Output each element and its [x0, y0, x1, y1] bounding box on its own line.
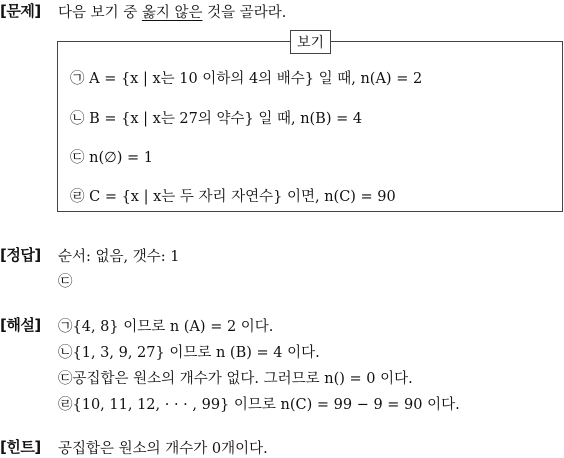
explanation-label: [해설]	[0, 316, 41, 334]
hint-text: 공집합은 원소의 개수가 0개이다.	[58, 441, 268, 457]
answer-label: [정답]	[0, 246, 41, 264]
hint-label: [힌트]	[0, 438, 41, 456]
answer-line-1: 순서: 없음, 갯수: 1	[58, 249, 180, 265]
answer-line-2: ㉢	[58, 274, 73, 290]
problem-text-after: 것을 골라라.	[202, 5, 287, 21]
example-item-3: ㉢ n(∅) = 1	[70, 150, 153, 166]
explanation-line-2: ㉡{1, 3, 9, 27} 이므로 n (B) = 4 이다.	[58, 345, 320, 361]
example-item-4: ㉣ C = {x | x는 두 자리 자연수} 이면, n(C) = 90	[70, 189, 396, 205]
explanation-line-3: ㉢공집합은 원소의 개수가 없다. 그러므로 n() = 0 이다.	[58, 371, 413, 387]
problem-text-before: 다음 보기 중	[58, 5, 142, 21]
explanation-line-4: ㉣{10, 11, 12, · · · , 99} 이므로 n(C) = 99 − 9 = 90 이다.	[58, 397, 460, 413]
problem-text-emphasis: 옳지 않은	[141, 5, 203, 21]
explanation-line-1: ㉠{4, 8} 이므로 n (A) = 2 이다.	[58, 319, 274, 335]
problem-label: [문제]	[0, 2, 41, 20]
example-item-2: ㉡ B = {x | x는 27의 약수} 일 때, n(B) = 4	[70, 111, 363, 127]
problem-text	[58, 1, 286, 22]
example-item-1: ㉠ A = {x | x는 10 이하의 4의 배수} 일 때, n(A) = 2	[70, 71, 423, 87]
example-box-title: 보기	[290, 30, 331, 54]
